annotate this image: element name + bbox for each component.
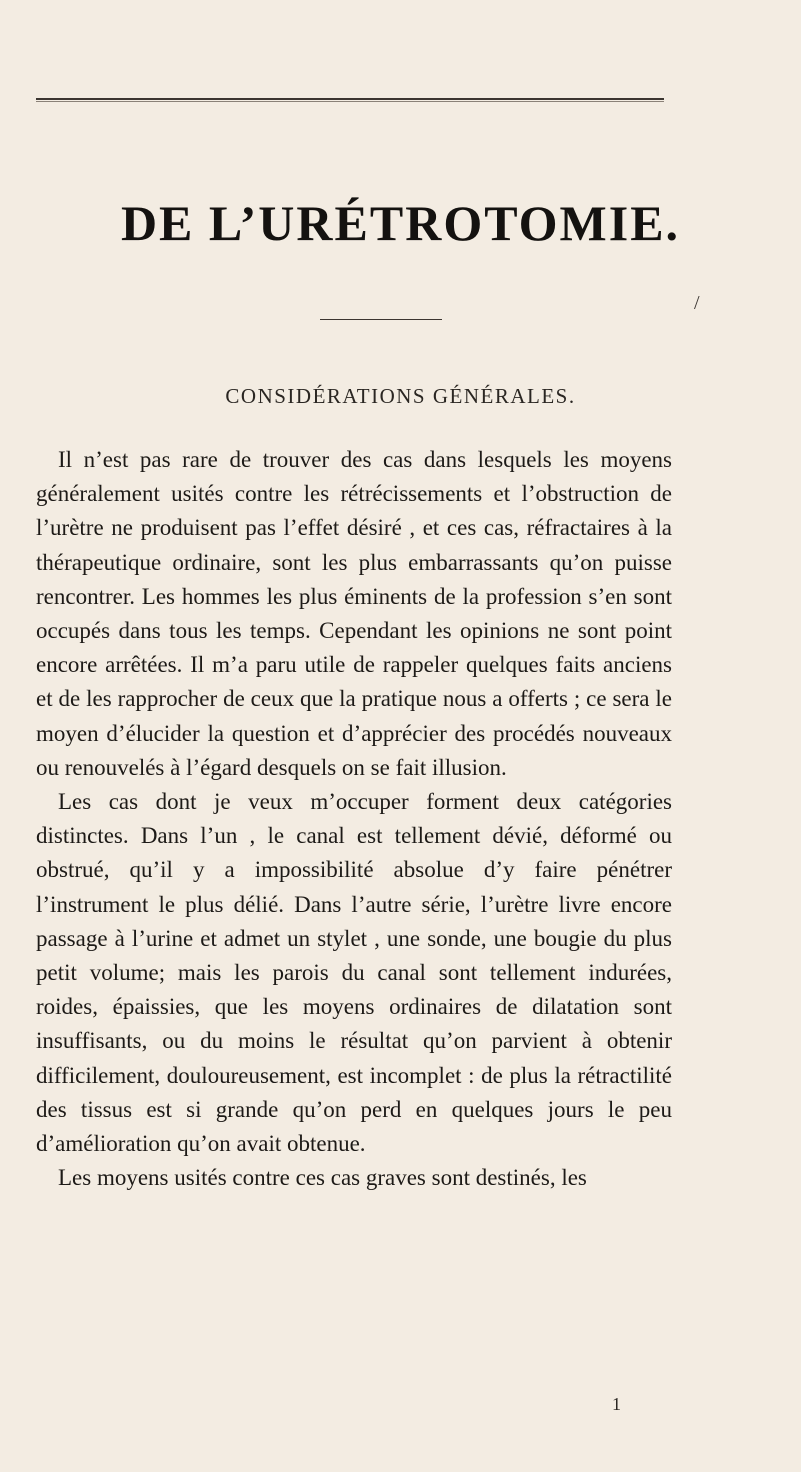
paragraph-3: Les moyens usités contre ces cas graves sont destinés, les: [58, 1165, 587, 1191]
title-divider: [320, 319, 442, 320]
page-signature: 1: [612, 1394, 621, 1414]
page-title: DE L’URÉTROTOMIE.: [120, 195, 681, 251]
top-rule-thin: [36, 101, 664, 102]
body-text: [36, 443, 672, 1195]
paragraph-1: Il n’est pas rare de trouver des cas dans lesquels les moyens généralement usités contre les rétrécissements et l’obstruction de l’urètre ne produisent pas l’effet désiré , et ces cas, réfractaires à la thérapeutique ordinaire, sont les plus embarrassants qu’on puisse rencontrer. Les hommes les plus éminents de la profession s’en sont occupés dans tous les temps. Cependant les opinions ne sont point encore arrêtées. Il m’a paru utile de rappeler quelques faits anciens et de les rapprocher de ceux que la pratique nous a offerts ; ce sera le moyen d’élucider la question et d’apprécier des procédés nouveaux ou renouvelés à l’égard desquels on se fait illusion.: [36, 447, 672, 780]
section-heading: CONSIDÉRATIONS GÉNÉRALES.: [225, 384, 576, 408]
top-rule: [36, 98, 664, 100]
paragraph-2: Les cas dont je veux m’occuper forment deux catégories distinctes. Dans l’un , le canal est tellement dévié, déformé ou obstrué, qu’il y a impossibilité absolue d’y faire pénétrer l’instrument le plus délié. Dans l’autre série, l’urètre livre encore passage à l’urine et admet un stylet , une sonde, une bougie du plus petit volume; mais les parois du canal sont tellement indurées, roides, épaissies, que les moyens ordinaires de dilatation sont insuffisants, ou du moins le résultat qu’on parvient à obtenir difficilement, douloureusement, est incomplet : de plus la rétractilité des tissus est si grande qu’on perd en quelques jours le peu d’amélioration qu’on avait obtenue.: [36, 789, 672, 1157]
stray-mark: /: [694, 292, 700, 314]
